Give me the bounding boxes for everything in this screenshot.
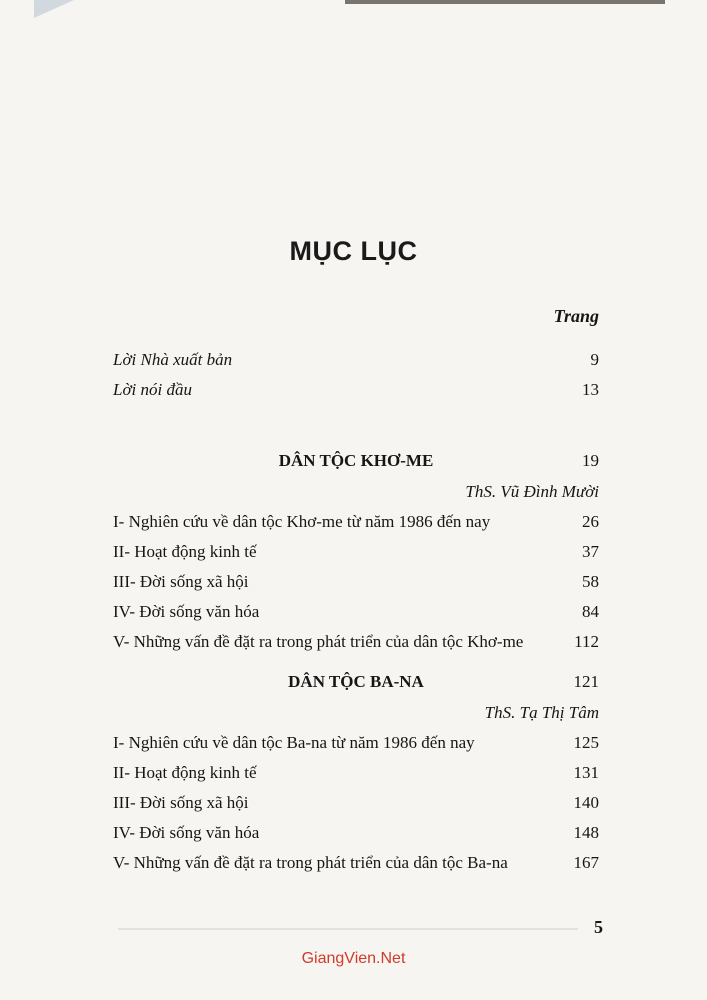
page-number: 5 — [594, 917, 603, 937]
toc-entry-page: 167 — [573, 853, 599, 872]
faint-bottom-rule — [118, 928, 578, 930]
toc-entry[interactable] — [113, 350, 599, 374]
toc-entry-label: III- Đời sống xã hội — [113, 793, 249, 812]
toc-entry[interactable] — [113, 823, 599, 847]
toc-entry-page: 84 — [582, 602, 599, 621]
toc-entry-label: IV- Đời sống văn hóa — [113, 602, 260, 621]
toc-entry-label: I- Nghiên cứu về dân tộc Ba-na từ năm 1986 đến nay — [113, 733, 475, 752]
toc-entry-page: 26 — [582, 512, 599, 531]
toc-entry-label: II- Hoạt động kinh tế — [113, 763, 257, 782]
toc-entry[interactable] — [113, 380, 599, 404]
toc-entry-label: III- Đời sống xã hội — [113, 572, 249, 591]
section-title[interactable] — [113, 672, 599, 696]
toc-entry-label: Lời Nhà xuất bản — [113, 350, 233, 369]
toc-entry-label: Lời nói đầu — [113, 380, 192, 399]
toc-entry-page: 112 — [574, 632, 599, 651]
top-edge-bar — [345, 0, 665, 4]
toc-heading: MỤC LỤC — [289, 236, 418, 266]
section-title[interactable] — [113, 451, 599, 475]
toc-entry[interactable] — [113, 733, 599, 757]
toc-entry-page: 125 — [573, 733, 599, 752]
toc-entry[interactable] — [113, 572, 599, 596]
toc-entry[interactable] — [113, 853, 599, 877]
toc-entry[interactable] — [113, 602, 599, 626]
toc-entry-label: I- Nghiên cứu về dân tộc Khơ-me từ năm 1986 đến nay — [113, 512, 491, 531]
toc-entry-label: V- Những vấn đề đặt ra trong phát triển của dân tộc Ba-na — [113, 853, 508, 872]
toc-entry-page: 58 — [582, 572, 599, 591]
toc-entry-label: II- Hoạt động kinh tế — [113, 542, 257, 561]
toc-entry[interactable] — [113, 632, 599, 656]
page-corner-shadow — [34, 0, 74, 18]
toc-entry-page: 131 — [573, 763, 599, 782]
section-title-label: DÂN TỘC BA-NA — [288, 672, 424, 691]
toc-entry-label: V- Những vấn đề đặt ra trong phát triển của dân tộc Khơ-me — [113, 632, 524, 651]
toc-entry-page: 9 — [590, 350, 599, 369]
section-title-page: 121 — [573, 672, 599, 691]
watermark-text: GiangVien.Net — [301, 950, 406, 967]
section-title-page: 19 — [582, 451, 599, 470]
toc-entry-page: 13 — [582, 380, 599, 399]
toc-entry-label: IV- Đời sống văn hóa — [113, 823, 260, 842]
toc-entry[interactable] — [113, 793, 599, 817]
toc-entry[interactable] — [113, 512, 599, 536]
toc-entry-page: 148 — [573, 823, 599, 842]
toc-entry[interactable] — [113, 763, 599, 787]
trang-column-label: Trang — [553, 306, 599, 326]
toc-entry-page: 140 — [573, 793, 599, 812]
toc-entry[interactable] — [113, 542, 599, 566]
section-title-label: DÂN TỘC KHƠ-ME — [278, 451, 434, 470]
section-author: ThS. Vũ Đình Mười — [465, 482, 599, 501]
toc-entry-page: 37 — [582, 542, 599, 561]
section-author: ThS. Tạ Thị Tâm — [484, 703, 599, 722]
